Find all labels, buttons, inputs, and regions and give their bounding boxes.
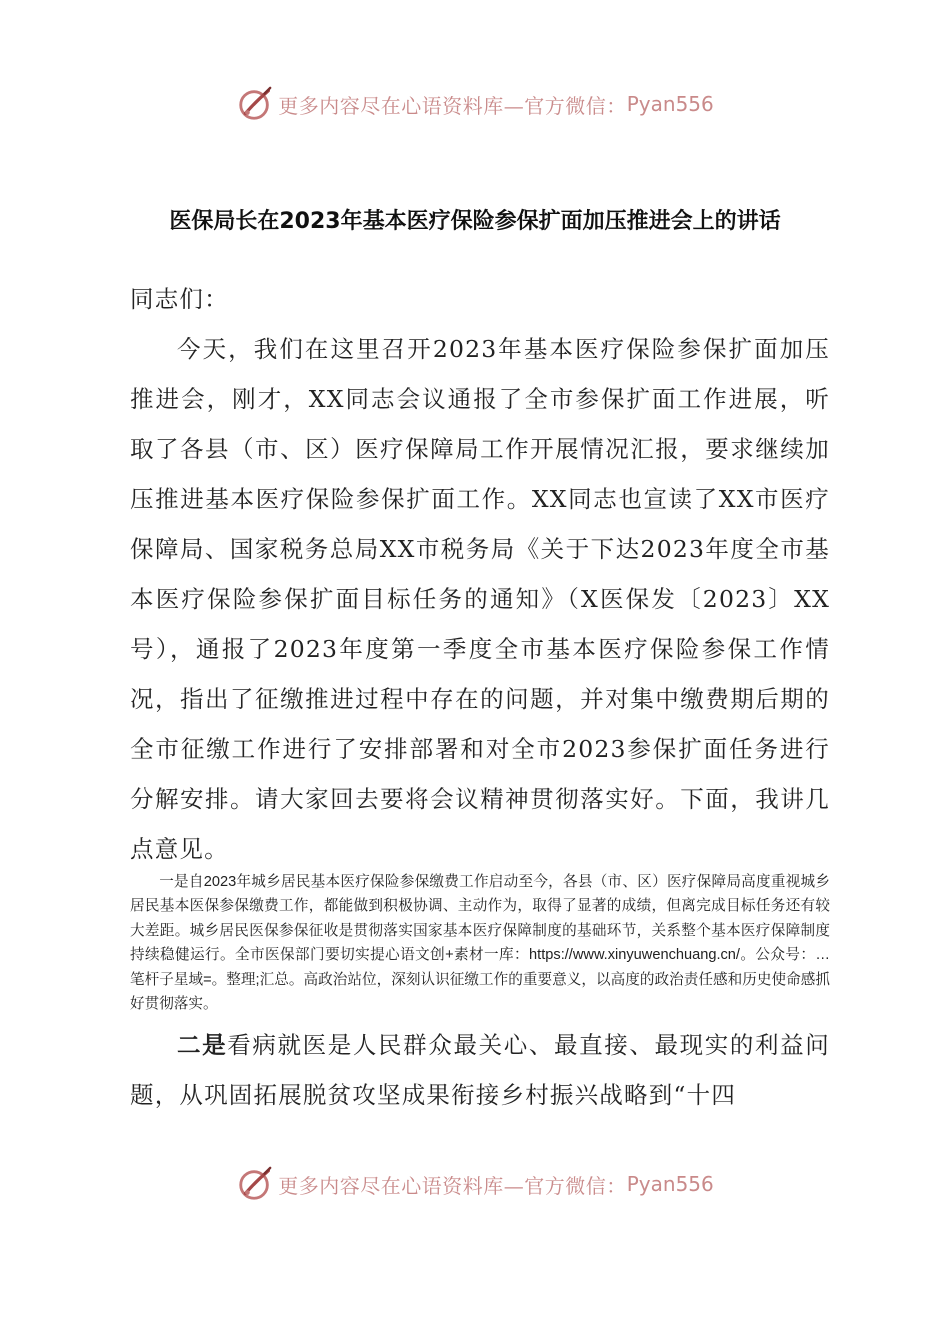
banner-wechat-id: Pyan556 <box>626 92 714 116</box>
paragraph-2 <box>130 1020 830 1120</box>
banner-wechat-id: Pyan556 <box>626 1172 714 1196</box>
paragraph-1: 今天，我们在这里召开2023年基本医疗保险参保扩面加压推进会，刚才，XX同志会议通报了全市参保扩面工作进展，听取了各县（市、区）医疗保障局工作开展情况汇报，要求继续加压推进基本医疗保险参保扩面工作。XX同志也宣读了XX市医疗保障局、国家税务总局XX市税务局《关于下达2023年度全市基本医疗保险参保扩面目标任务的通知》（X医保发〔2023〕XX号），通报了2023年度第一季度全市基本医疗保险参保工作情况，指出了征缴推进过程中存在的问题，并对集中缴费期后期的全市征缴工作进行了安排部署和对全市2023参保扩面任务进行分解安排。请大家回去要将会议精神贯彻落实好。下面，我讲几点意见。 <box>130 335 830 863</box>
brush-logo-icon <box>236 85 274 123</box>
top-banner <box>0 82 950 126</box>
banner-text: 更多内容尽在心语资料库—官方微信： <box>278 1173 627 1198</box>
brush-logo-icon <box>236 1165 274 1203</box>
paragraph-small: 一是自2023年城乡居民基本医疗保险参保缴费工作启动至今，各县（市、区）医疗保障局高度重视城乡居民基本医保参保缴费工作，都能做到积极协调、主动作为，取得了显著的成绩，但离完成目标任务还有较大差距。城乡居民医保参保征收是贯彻落实国家基本医疗保障制度的基础环节，关系整个基本医疗保障制度持续稳健运行。全市医保部门要切实提心语文创+素材一库：https://www.xinyuwenchuang.cn/。公众号：…笔杆子星域=。整理;汇总。高政治站位，深刻认识征缴工作的重要意义，以高度的政治责任感和历史使命感抓好贯彻落实。 <box>130 874 830 1013</box>
banner-text: 更多内容尽在心语资料库—官方微信： <box>278 93 627 118</box>
bottom-banner <box>0 1162 950 1206</box>
paragraph-2-lead: 二是 <box>177 1031 228 1059</box>
salutation: 同志们： <box>130 285 229 313</box>
document-title: 医保局长在2023年基本医疗保险参保扩面加压推进会上的讲话 <box>169 209 781 234</box>
paragraph-2-text: 看病就医是人民群众最关心、最直接、最现实的利益问题，从巩固拓展脱贫攻坚成果衔接乡村振兴战略到“十四 <box>130 1031 830 1109</box>
